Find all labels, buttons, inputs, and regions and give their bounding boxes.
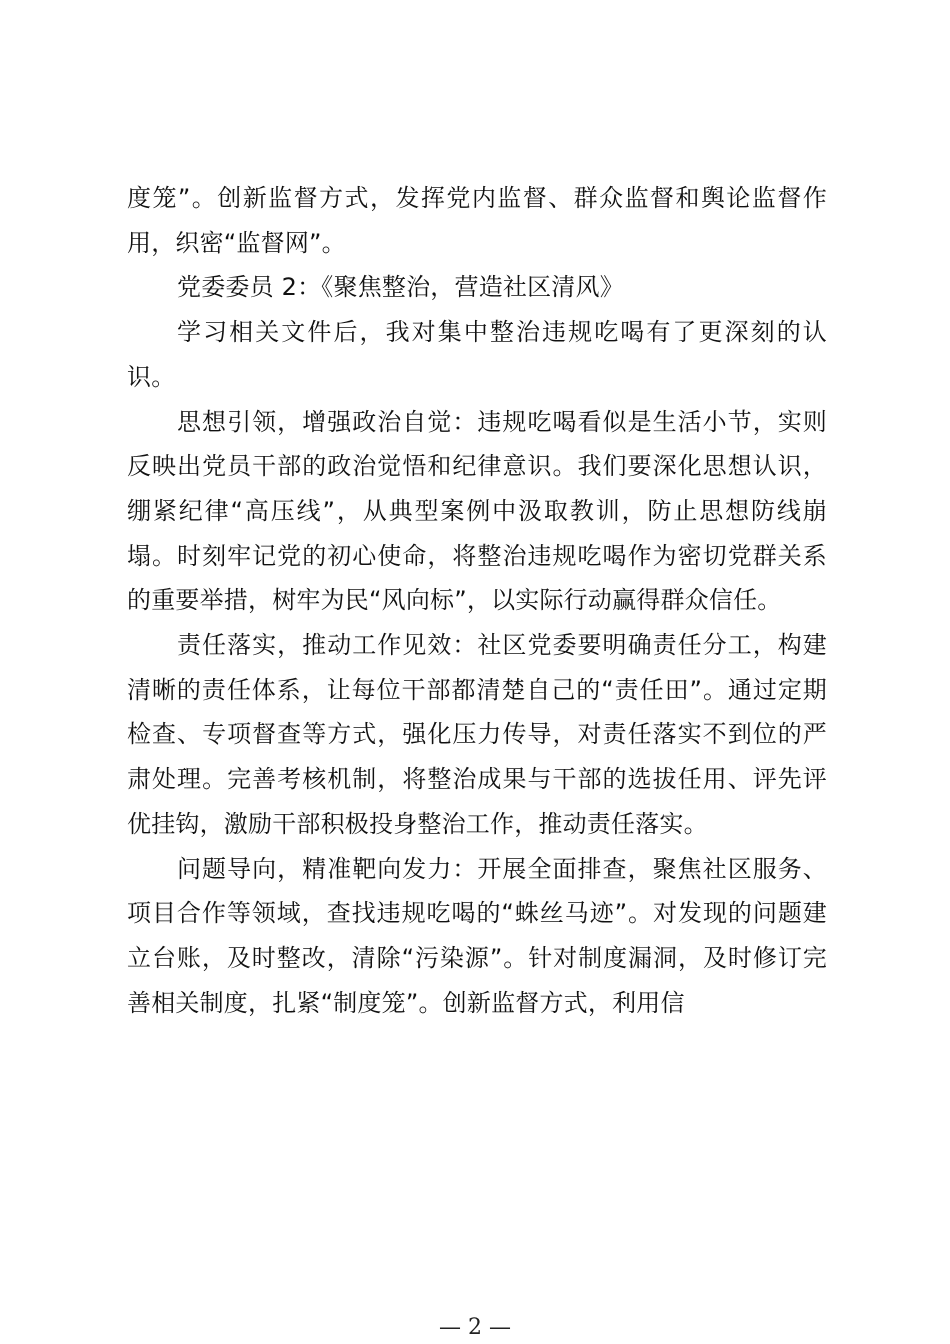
page-number: — 2 —	[439, 1315, 511, 1340]
section-heading: 党委委员 2：《聚焦整治，营造社区清风》	[177, 273, 624, 302]
body-text	[127, 176, 827, 1025]
paragraph-problem-oriented: 问题导向，精准靶向发力：开展全面排查，聚焦社区服务、项目合作等领域，查找违规吃喝的“蛛丝马迹”。对发现的问题建立台账，及时整改，清除“污染源”。针对制度漏洞，及时修订完善相关制度，扎紧“制度笼”。创新监督方式，利用信	[127, 854, 827, 1017]
paragraph-continuation: 度笼”。创新监督方式，发挥党内监督、群众监督和舆论监督作用，织密“监督网”。	[127, 184, 827, 257]
paragraph-ideological-guidance: 思想引领，增强政治自觉：违规吃喝看似是生活小节，实则反映出党员干部的政治觉悟和纪律意识。我们要深化思想认识，绷紧纪律“高压线”，从典型案例中汲取教训，防止思想防线崩塌。时刻牢记党的初心使命，将整治违规吃喝作为密切党群关系的重要举措，树牢为民“风向标”，以实际行动赢得群众信任。	[127, 407, 827, 615]
paragraph-intro: 学习相关文件后，我对集中整治违规吃喝有了更深刻的认识。	[127, 318, 827, 391]
paragraph-responsibility: 责任落实，推动工作见效：社区党委要明确责任分工，构建清晰的责任体系，让每位干部都清楚自己的“责任田”。通过定期检查、专项督查等方式，强化压力传导，对责任落实不到位的严肃处理。完善考核机制，将整治成果与干部的选拔任用、评先评优挂钩，激励干部积极投身整治工作，推动责任落实。	[127, 631, 827, 838]
